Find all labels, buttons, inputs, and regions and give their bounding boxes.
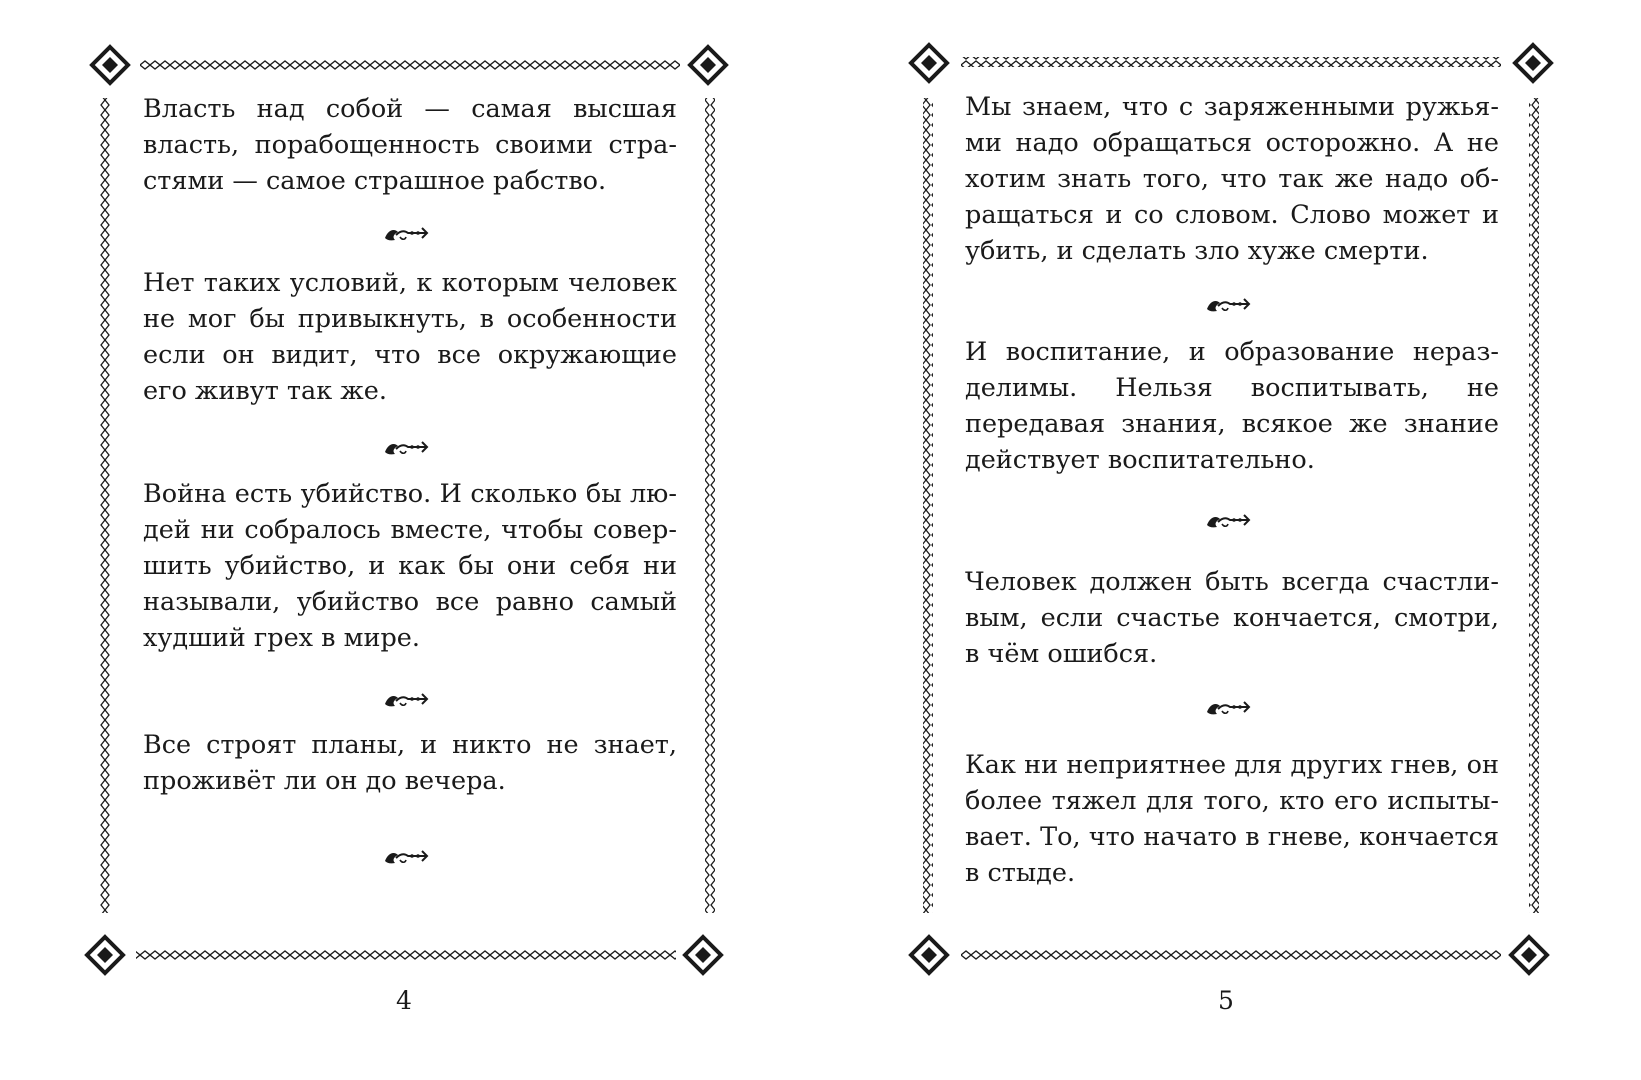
quote-paragraph: [965, 89, 1499, 269]
corner-diamond-icon: [1511, 937, 1547, 973]
fleuron-ornament-icon: [382, 222, 430, 244]
quote-paragraph: [965, 564, 1499, 672]
corner-diamond-icon: [690, 47, 726, 83]
quote-paragraph: [143, 476, 677, 656]
right-page: [821, 0, 1641, 1080]
fleuron-ornament-icon: [1204, 696, 1252, 718]
corner-diamond-icon: [92, 47, 128, 83]
left-page: [0, 0, 820, 1080]
quote-paragraph: [143, 91, 677, 199]
fleuron-ornament-icon: [382, 436, 430, 458]
quote-text: Власть над собой — самая высшая власть, порабощенность своими страстями — самое страшное рабство.: [143, 94, 677, 196]
quote-text: Мы знаем, что с заряженными ружьями надо обращаться осторожно. А не хотим знать того, что так же надо обращаться и со словом. Слово может и убить, и сделать зло хуже смерти.: [965, 92, 1499, 266]
quote-paragraph: [143, 265, 677, 409]
quote-text: Человек должен быть всегда счастливым, если счастье кончается, смотри, в чём ошибся.: [965, 567, 1499, 669]
quote-paragraph: [965, 747, 1499, 891]
corner-diamond-icon: [911, 937, 947, 973]
corner-diamond-icon: [685, 937, 721, 973]
page-number: 4: [396, 986, 412, 1015]
fleuron-ornament-icon: [382, 845, 430, 867]
page-number: 5: [1218, 986, 1234, 1015]
quote-paragraph: [965, 334, 1499, 478]
corner-diamond-icon: [87, 937, 123, 973]
corner-diamond-icon: [911, 45, 947, 81]
fleuron-ornament-icon: [1204, 293, 1252, 315]
quote-text: Нет таких условий, к которым человек не мог бы привыкнуть, в особенности если он видит, что все окружающие его живут так же.: [143, 268, 677, 406]
quote-text: И воспитание, и образование неразделимы. Нельзя воспитывать, не передавая знания, всякое же знание действует воспитательно.: [965, 337, 1499, 475]
quote-text: Война есть убийство. И сколько бы людей ни собралось вместе, чтобы совершить убийство, и как бы они себя ни называли, убийство все равно самый худший грех в мире.: [143, 479, 677, 653]
fleuron-ornament-icon: [1204, 509, 1252, 531]
fleuron-ornament-icon: [382, 688, 430, 710]
corner-diamond-icon: [1515, 45, 1551, 81]
quote-paragraph: [143, 727, 677, 799]
quote-text: Как ни неприятнее для других гнев, он более тяжел для того, кто его испытывает. То, что начато в гневе, кончается в стыде.: [965, 750, 1499, 888]
quote-text: Все строят планы, и никто не знает, проживёт ли он до вечера.: [143, 730, 677, 796]
